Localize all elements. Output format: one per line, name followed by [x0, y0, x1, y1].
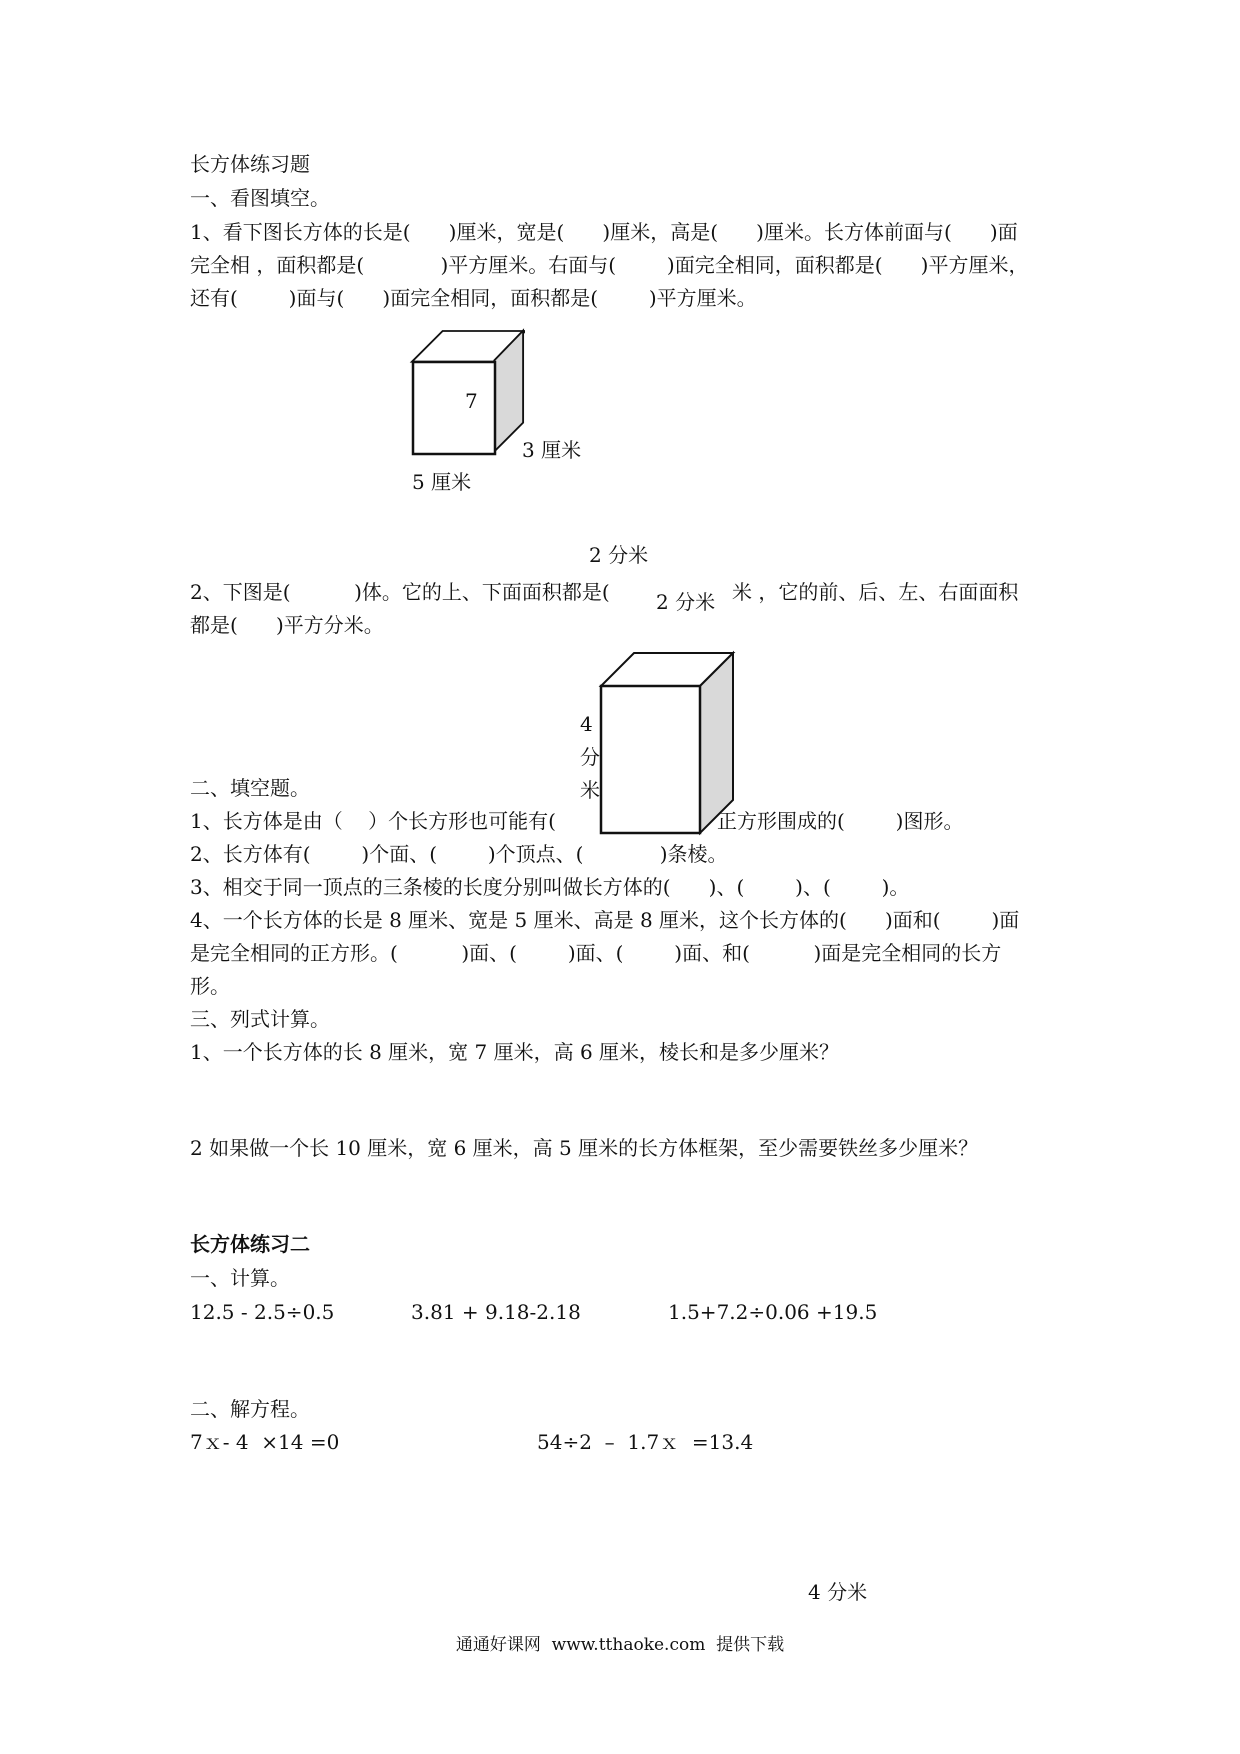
fill-question: 4、一个长方体的长是 8 厘米、宽是 5 厘米、高是 8 厘米，这个长方体的( )面和( )面 — [190, 908, 1020, 932]
fill-question-end: 正方形围成的( )图形。 — [717, 809, 964, 833]
dimension-label: 2 分米 — [656, 590, 716, 614]
cuboid-height-label: 7 — [465, 389, 478, 413]
cuboid-front-face — [413, 362, 495, 454]
question-text: 都是( )平方分米。 — [190, 613, 384, 637]
section-heading: 二、解方程。 — [190, 1397, 310, 1421]
stray-dimension-label: 4 分米 — [808, 1580, 868, 1604]
worksheet-title: 长方体练习题 — [190, 152, 310, 176]
cuboid-height-label-part: 分 — [580, 745, 600, 769]
cuboid-width-label: 3 厘米 — [522, 438, 582, 462]
cuboid-side-face — [700, 653, 733, 833]
fill-question: 2、长方体有( )个面、( )个顶点、( )条棱。 — [190, 842, 728, 866]
cuboid-front-face — [601, 686, 700, 833]
worksheet-title: 长方体练习二 — [190, 1232, 310, 1256]
section-heading: 一、计算。 — [190, 1266, 290, 1290]
calc-question: 2 如果做一个长 10 厘米，宽 6 厘米，高 5 厘米的长方体框架，至少需要铁丝多少厘米？ — [190, 1136, 979, 1160]
question-text: 2、下图是( )体。它的上、下面面积都是( — [190, 580, 610, 604]
cuboid-length-label: 5 厘米 — [412, 470, 472, 494]
fill-question: 形。 — [190, 974, 230, 998]
question-text: 1、看下图长方体的长是( )厘米，宽是( )厘米，高是( )厘米。长方体前面与( )面 — [190, 220, 1018, 244]
fill-question: 3、相交于同一顶点的三条棱的长度分别叫做长方体的( )、( )、( )。 — [190, 875, 910, 899]
dimension-label: 2 分米 — [589, 543, 649, 567]
equation: 54÷2 – 1.7ｘ =13.4 — [537, 1430, 754, 1454]
fill-question: 1、长方体是由（ ）个长方形也可能有( — [190, 809, 556, 833]
expression: 1.5+7.2÷0.06 +19.5 — [668, 1300, 878, 1324]
fill-question: 是完全相同的正方形。( )面、( )面、( )面、和( )面是完全相同的长方 — [190, 941, 1002, 965]
cuboid-height-label-part: 米 — [580, 778, 600, 802]
question-text-end: 米 ，它的前、后、左、右面面积 — [732, 580, 1019, 604]
expression: 12.5 - 2.5÷0.5 — [190, 1300, 335, 1324]
section-heading: 一、看图填空。 — [190, 186, 330, 210]
section-heading: 三、列式计算。 — [190, 1007, 330, 1031]
page-footer: 通通好课网 www.tthaoke.com 提供下载 — [455, 1635, 785, 1655]
expression: 3.81 + 9.18-2.18 — [411, 1300, 581, 1324]
section-heading: 二、填空题。 — [190, 776, 310, 800]
calc-question: 1、一个长方体的长 8 厘米，宽 7 厘米，高 6 厘米，棱长和是多少厘米？ — [190, 1040, 840, 1064]
equation: 7ｘ- 4 ×14 =0 — [190, 1430, 340, 1454]
cuboid-height-label-part: 4 — [580, 712, 593, 736]
question-text: 完全相 ，面积都是( )平方厘米。右面与( )面完全相同，面积都是( )平方厘米， — [190, 253, 1029, 277]
question-text: 还有( )面与( )面完全相同，面积都是( )平方厘米。 — [190, 286, 757, 310]
